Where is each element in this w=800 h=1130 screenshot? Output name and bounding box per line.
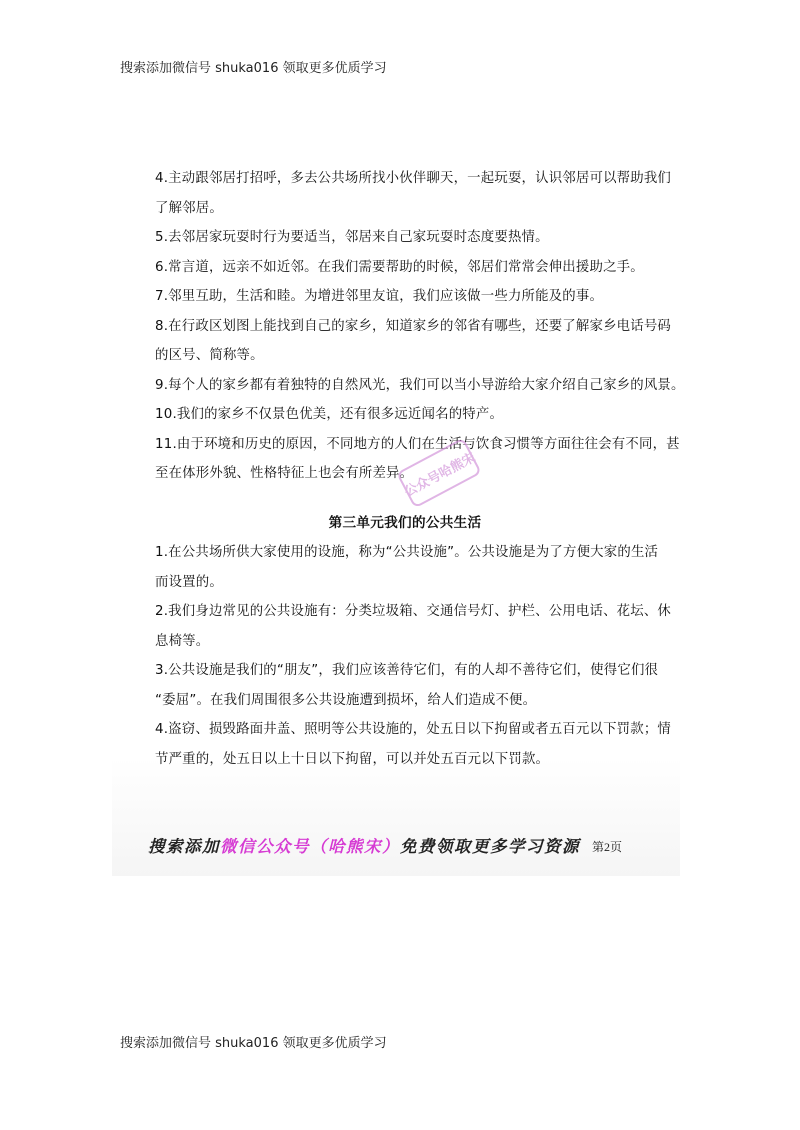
section-line: 节严重的，处五日以上十日以下拘留，可以并处五百元以下罚款。 xyxy=(155,751,550,767)
body-line: 至在体形外貌、性格特征上也会有所差异。 xyxy=(155,466,414,481)
stamp-text: 公众号哈熊宋 xyxy=(402,450,479,501)
watermark-stamp xyxy=(398,438,480,508)
footer-banner xyxy=(148,833,648,857)
body-line: 10.我们的家乡不仅景色优美，还有很多远近闻名的特产。 xyxy=(155,407,504,422)
section-line: 而设置的。 xyxy=(155,574,223,590)
body-line: 4.主动跟邻居打招呼，多去公共场所找小伙伴聊天，一起玩耍，认识邻居可以帮助我们 xyxy=(155,171,672,186)
section-line: 息椅等。 xyxy=(155,633,210,649)
body-line: 6.常言道，远亲不如近邻。在我们需要帮助的时候，邻居们常常会伸出援助之手。 xyxy=(155,259,644,275)
body-line: 11.由于环境和历史的原因，不同地方的人们在生活与饮食习惯等方面往往会有不同，甚 xyxy=(155,436,680,452)
body-line: 8.在行政区划图上能找到自己的家乡，知道家乡的邻省有哪些，还要了解家乡电话号码 xyxy=(155,318,672,334)
body-line: 9.每个人的家乡都有着独特的自然风光，我们可以当小导游给大家介绍自己家乡的风景。 xyxy=(155,377,685,393)
body-line: 5.去邻居家玩耍时行为要适当，邻居来自己家玩耍时态度要热情。 xyxy=(155,230,549,245)
body-line: 的区号、简称等。 xyxy=(155,348,264,363)
section-line: 4.盗窃、损毁路面井盖、照明等公共设施的，处五日以下拘留或者五百元以下罚款；情 xyxy=(155,722,672,737)
section-line: 3.公共设施是我们的“朋友”，我们应该善待它们，有的人却不善待它们，使得它们很 xyxy=(155,663,659,678)
footer-text-highlight: 微信公众号（哈熊宋） xyxy=(220,837,400,856)
body-line: 了解邻居。 xyxy=(155,200,223,216)
header-watermark: 搜索添加微信号 shuka016 领取更多优质学习 xyxy=(120,61,387,76)
footer-text-part3: 免费领取更多学习资源 xyxy=(400,837,580,856)
footer-text-part1: 搜索添加 xyxy=(148,837,220,856)
footer-watermark: 搜索添加微信号 shuka016 领取更多优质学习 xyxy=(120,1036,387,1051)
page-number: 第2页 xyxy=(592,840,623,854)
body-line: 7.邻里互助，生活和睦。为增进邻里友谊，我们应该做一些力所能及的事。 xyxy=(155,289,604,304)
section-line: “委屈”。在我们周围很多公共设施遭到损坏，给人们造成不便。 xyxy=(155,692,537,708)
section-line: 2.我们身边常见的公共设施有：分类垃圾箱、交通信号灯、护栏、公用电话、花坛、休 xyxy=(155,604,672,619)
section-title: 第三单元我们的公共生活 xyxy=(328,514,482,531)
section-line: 1.在公共场所供大家使用的设施，称为“公共设施”。公共设施是为了方便大家的生活 xyxy=(155,545,659,560)
